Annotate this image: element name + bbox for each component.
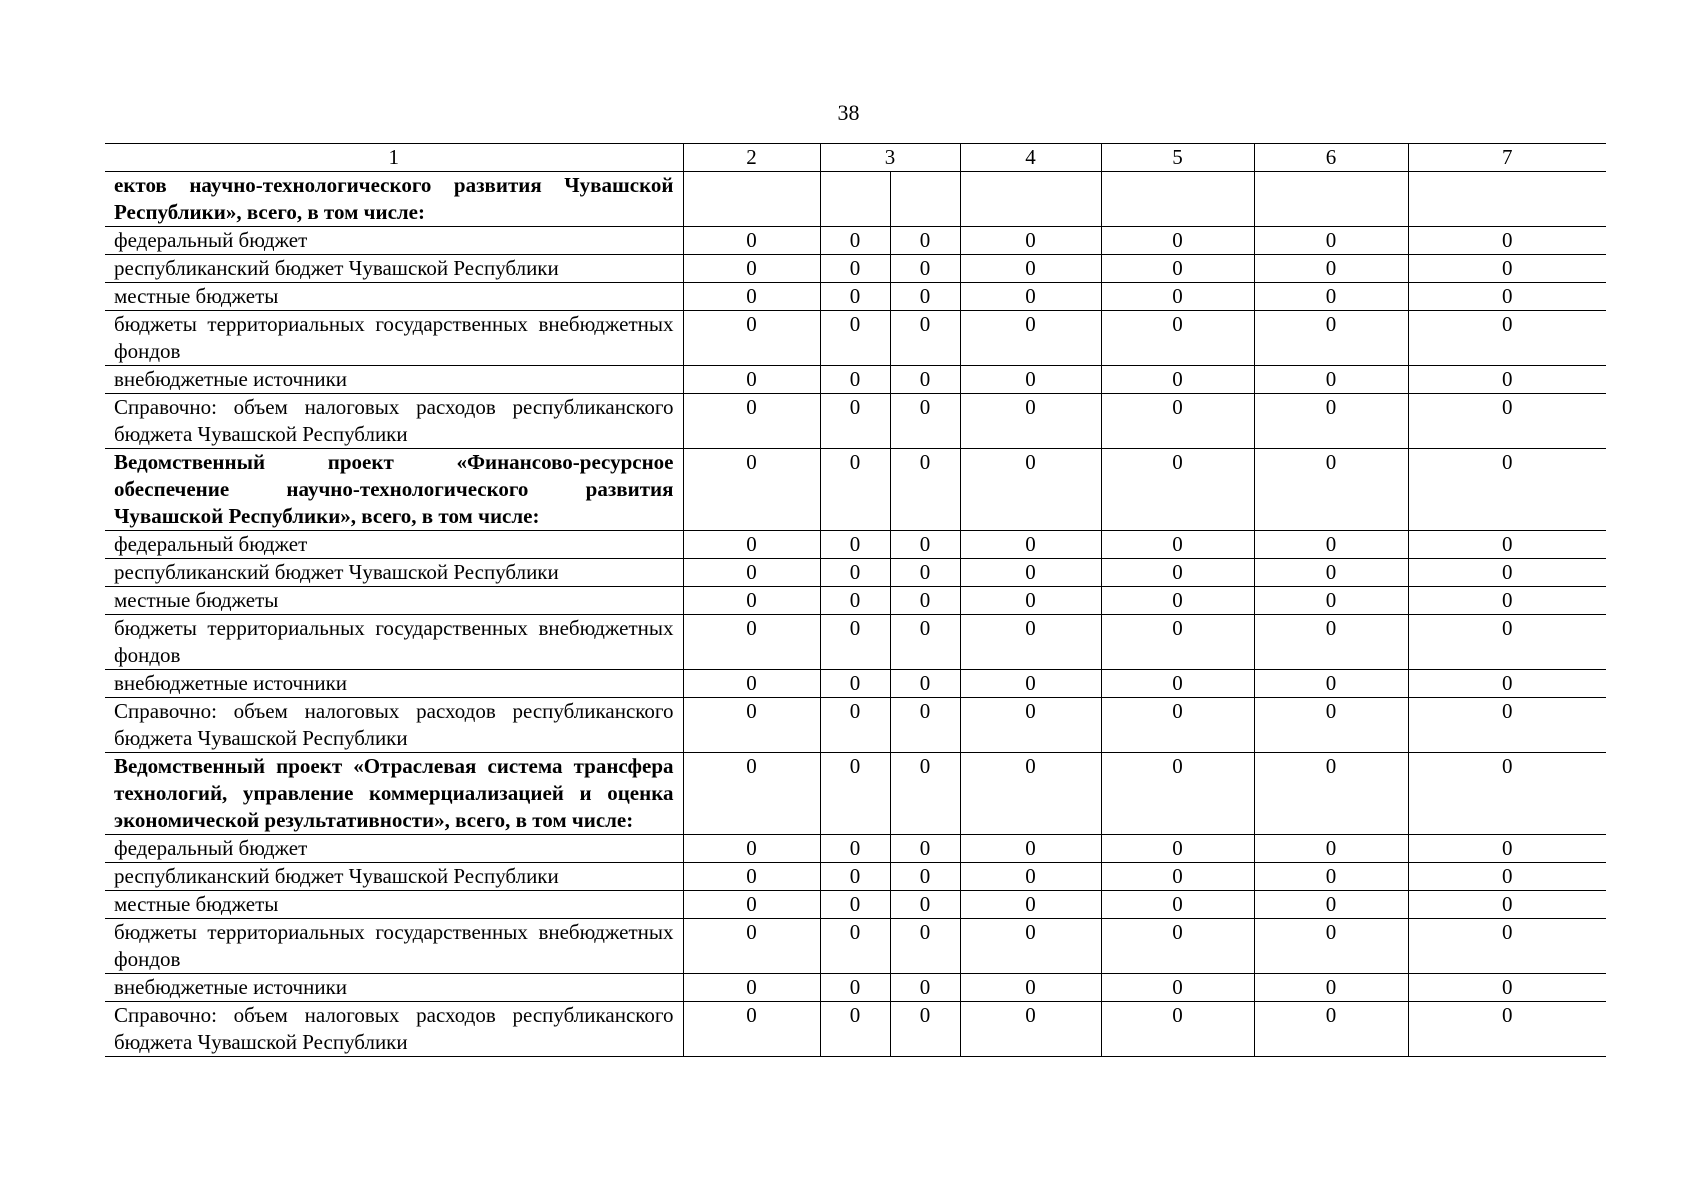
value-cell: 0 (1408, 615, 1606, 670)
project-title-row (105, 753, 1606, 835)
value-cell: 0 (960, 531, 1101, 559)
table-row (105, 919, 1606, 974)
value-cell: 0 (820, 919, 890, 974)
value-cell: 0 (960, 974, 1101, 1002)
value-cell: 0 (1254, 974, 1408, 1002)
header-cell: 4 (960, 144, 1101, 172)
value-cell: 0 (683, 227, 820, 255)
header-row (105, 144, 1606, 172)
value-cell: 0 (683, 255, 820, 283)
row-label: местные бюджеты (105, 891, 683, 919)
value-cell: 0 (820, 311, 890, 366)
table-row (105, 615, 1606, 670)
row-label: местные бюджеты (105, 283, 683, 311)
value-cell: 0 (820, 753, 890, 835)
value-cell: 0 (960, 891, 1101, 919)
value-cell: 0 (1408, 698, 1606, 753)
value-cell: 0 (960, 394, 1101, 449)
value-cell: 0 (1254, 891, 1408, 919)
value-cell (1408, 172, 1606, 227)
value-cell: 0 (890, 227, 960, 255)
value-cell: 0 (820, 283, 890, 311)
value-cell (1101, 172, 1254, 227)
value-cell: 0 (890, 255, 960, 283)
value-cell: 0 (820, 615, 890, 670)
value-cell: 0 (960, 255, 1101, 283)
header-cell: 3 (820, 144, 960, 172)
value-cell: 0 (890, 1002, 960, 1057)
value-cell: 0 (1254, 311, 1408, 366)
row-label: федеральный бюджет (105, 227, 683, 255)
value-cell: 0 (1408, 311, 1606, 366)
table-row (105, 559, 1606, 587)
value-cell: 0 (890, 531, 960, 559)
row-label: Справочно: объем налоговых расходов республиканского бюджета Чувашской Республики (105, 394, 683, 449)
value-cell: 0 (1408, 255, 1606, 283)
value-cell: 0 (890, 559, 960, 587)
value-cell: 0 (1101, 835, 1254, 863)
header-cell: 7 (1408, 144, 1606, 172)
table-row (105, 311, 1606, 366)
table-row (105, 670, 1606, 698)
row-label: внебюджетные источники (105, 366, 683, 394)
value-cell: 0 (890, 891, 960, 919)
row-label: бюджеты территориальных государственных внебюджетных фондов (105, 919, 683, 974)
value-cell: 0 (1101, 863, 1254, 891)
value-cell: 0 (1254, 255, 1408, 283)
value-cell: 0 (683, 919, 820, 974)
value-cell: 0 (890, 311, 960, 366)
value-cell: 0 (960, 449, 1101, 531)
value-cell: 0 (1254, 919, 1408, 974)
value-cell: 0 (890, 394, 960, 449)
value-cell: 0 (960, 559, 1101, 587)
table-row (105, 1002, 1606, 1057)
table-row (105, 283, 1606, 311)
value-cell: 0 (960, 835, 1101, 863)
value-cell: 0 (683, 449, 820, 531)
value-cell (820, 172, 890, 227)
row-label: местные бюджеты (105, 587, 683, 615)
value-cell: 0 (1101, 587, 1254, 615)
value-cell: 0 (960, 919, 1101, 974)
row-label: Справочно: объем налоговых расходов республиканского бюджета Чувашской Республики (105, 1002, 683, 1057)
value-cell: 0 (1254, 366, 1408, 394)
value-cell: 0 (960, 227, 1101, 255)
value-cell: 0 (1101, 753, 1254, 835)
value-cell: 0 (960, 670, 1101, 698)
value-cell: 0 (683, 863, 820, 891)
value-cell: 0 (960, 863, 1101, 891)
value-cell: 0 (890, 863, 960, 891)
header-cell: 1 (105, 144, 683, 172)
value-cell: 0 (683, 531, 820, 559)
value-cell: 0 (1254, 587, 1408, 615)
table-row (105, 255, 1606, 283)
table-row (105, 531, 1606, 559)
value-cell: 0 (1101, 531, 1254, 559)
value-cell: 0 (890, 615, 960, 670)
value-cell: 0 (683, 394, 820, 449)
value-cell: 0 (890, 698, 960, 753)
value-cell: 0 (820, 863, 890, 891)
value-cell: 0 (683, 366, 820, 394)
value-cell: 0 (1101, 311, 1254, 366)
row-label: республиканский бюджет Чувашской Республики (105, 255, 683, 283)
value-cell: 0 (1408, 835, 1606, 863)
value-cell: 0 (1408, 891, 1606, 919)
value-cell: 0 (960, 283, 1101, 311)
table-row (105, 587, 1606, 615)
page-number: 38 (837, 100, 860, 125)
value-cell: 0 (1101, 919, 1254, 974)
value-cell: 0 (1101, 559, 1254, 587)
value-cell: 0 (1101, 366, 1254, 394)
table-row (105, 394, 1606, 449)
value-cell: 0 (683, 670, 820, 698)
value-cell: 0 (683, 698, 820, 753)
row-label: федеральный бюджет (105, 835, 683, 863)
value-cell: 0 (820, 255, 890, 283)
value-cell: 0 (683, 587, 820, 615)
value-cell: 0 (1408, 283, 1606, 311)
value-cell: 0 (890, 753, 960, 835)
value-cell: 0 (820, 449, 890, 531)
table-row (105, 698, 1606, 753)
value-cell: 0 (960, 698, 1101, 753)
value-cell: 0 (1408, 587, 1606, 615)
row-label: внебюджетные источники (105, 974, 683, 1002)
table-row (105, 227, 1606, 255)
value-cell: 0 (1254, 449, 1408, 531)
value-cell: 0 (1101, 1002, 1254, 1057)
value-cell: 0 (683, 753, 820, 835)
value-cell: 0 (820, 835, 890, 863)
value-cell: 0 (890, 974, 960, 1002)
project-title-row (105, 449, 1606, 531)
value-cell: 0 (1408, 227, 1606, 255)
value-cell: 0 (960, 1002, 1101, 1057)
value-cell: 0 (1408, 863, 1606, 891)
value-cell: 0 (1254, 615, 1408, 670)
continuation-row (105, 172, 1606, 227)
value-cell: 0 (890, 283, 960, 311)
value-cell: 0 (960, 311, 1101, 366)
value-cell: 0 (683, 891, 820, 919)
row-label: бюджеты территориальных государственных внебюджетных фондов (105, 615, 683, 670)
value-cell: 0 (820, 227, 890, 255)
value-cell: 0 (820, 670, 890, 698)
value-cell: 0 (1408, 753, 1606, 835)
header-cell: 6 (1254, 144, 1408, 172)
value-cell: 0 (1254, 283, 1408, 311)
value-cell: 0 (1101, 974, 1254, 1002)
value-cell: 0 (890, 835, 960, 863)
value-cell: 0 (683, 615, 820, 670)
header-cell: 2 (683, 144, 820, 172)
value-cell: 0 (820, 1002, 890, 1057)
value-cell: 0 (683, 283, 820, 311)
table-row (105, 835, 1606, 863)
value-cell: 0 (820, 531, 890, 559)
row-label: республиканский бюджет Чувашской Республики (105, 863, 683, 891)
row-label: Ведомственный проект «Отраслевая система трансфера технологий, управление коммерциализацией и оценка экономической результативности», всего, в том числе: (105, 753, 683, 835)
row-label: ектов научно-технологического развития Чувашской Республики», всего, в том числе: (105, 172, 683, 227)
value-cell: 0 (1408, 366, 1606, 394)
value-cell: 0 (1254, 559, 1408, 587)
value-cell: 0 (820, 974, 890, 1002)
value-cell: 0 (820, 559, 890, 587)
table-row (105, 974, 1606, 1002)
value-cell: 0 (1408, 974, 1606, 1002)
row-label: внебюджетные источники (105, 670, 683, 698)
table-row (105, 891, 1606, 919)
value-cell: 0 (1101, 698, 1254, 753)
value-cell: 0 (1254, 531, 1408, 559)
value-cell: 0 (960, 366, 1101, 394)
value-cell: 0 (1101, 891, 1254, 919)
value-cell: 0 (1101, 615, 1254, 670)
value-cell: 0 (820, 587, 890, 615)
value-cell: 0 (1101, 283, 1254, 311)
row-label: бюджеты территориальных государственных внебюджетных фондов (105, 311, 683, 366)
value-cell: 0 (683, 559, 820, 587)
value-cell: 0 (820, 698, 890, 753)
row-label: республиканский бюджет Чувашской Республики (105, 559, 683, 587)
value-cell: 0 (683, 1002, 820, 1057)
value-cell: 0 (683, 311, 820, 366)
value-cell: 0 (1101, 394, 1254, 449)
value-cell: 0 (1254, 1002, 1408, 1057)
value-cell: 0 (820, 366, 890, 394)
table-row (105, 366, 1606, 394)
value-cell: 0 (1408, 559, 1606, 587)
value-cell: 0 (1254, 753, 1408, 835)
value-cell: 0 (1408, 394, 1606, 449)
value-cell (1254, 172, 1408, 227)
value-cell: 0 (890, 670, 960, 698)
value-cell: 0 (820, 891, 890, 919)
value-cell: 0 (1408, 670, 1606, 698)
value-cell: 0 (1408, 531, 1606, 559)
value-cell: 0 (1101, 449, 1254, 531)
value-cell: 0 (1101, 227, 1254, 255)
row-label: Ведомственный проект «Финансово-ресурсное обеспечение научно-технологического развития Чувашской Республики», всего, в том числе: (105, 449, 683, 531)
value-cell: 0 (1254, 698, 1408, 753)
value-cell: 0 (1254, 394, 1408, 449)
value-cell: 0 (960, 615, 1101, 670)
value-cell: 0 (683, 835, 820, 863)
value-cell: 0 (1254, 670, 1408, 698)
value-cell: 0 (1408, 919, 1606, 974)
header-cell: 5 (1101, 144, 1254, 172)
value-cell: 0 (1408, 449, 1606, 531)
value-cell: 0 (960, 587, 1101, 615)
value-cell: 0 (890, 449, 960, 531)
value-cell: 0 (1254, 227, 1408, 255)
value-cell (683, 172, 820, 227)
row-label: федеральный бюджет (105, 531, 683, 559)
value-cell: 0 (1408, 1002, 1606, 1057)
value-cell: 0 (960, 753, 1101, 835)
value-cell (890, 172, 960, 227)
value-cell (960, 172, 1101, 227)
budget-table (105, 143, 1606, 1057)
value-cell: 0 (890, 366, 960, 394)
value-cell: 0 (1254, 835, 1408, 863)
value-cell: 0 (890, 587, 960, 615)
value-cell: 0 (1254, 863, 1408, 891)
value-cell: 0 (820, 394, 890, 449)
value-cell: 0 (1101, 255, 1254, 283)
value-cell: 0 (890, 919, 960, 974)
value-cell: 0 (1101, 670, 1254, 698)
table-row (105, 863, 1606, 891)
row-label: Справочно: объем налоговых расходов республиканского бюджета Чувашской Республики (105, 698, 683, 753)
value-cell: 0 (683, 974, 820, 1002)
